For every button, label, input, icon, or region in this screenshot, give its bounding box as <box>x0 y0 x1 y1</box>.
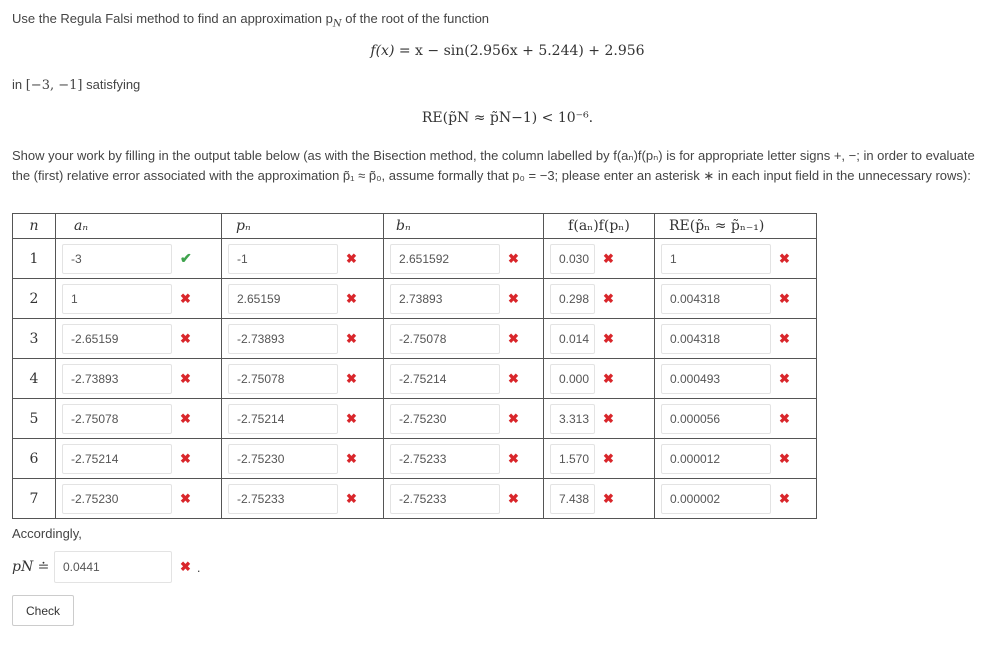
wrong-mark-icon: ✖ <box>180 559 191 574</box>
sign-input[interactable]: 0.030 <box>550 244 595 274</box>
wrong-mark-icon: ✖ <box>603 330 614 346</box>
re-input[interactable]: 0.004318 <box>661 324 771 354</box>
wrong-mark-icon: ✖ <box>180 370 191 386</box>
b-input-wrap <box>384 239 543 278</box>
b-input-wrap <box>384 359 543 398</box>
wrong-mark-icon: ✖ <box>779 250 790 266</box>
sign-input-cell <box>544 319 655 359</box>
sign-input-cell <box>544 399 655 439</box>
wrong-mark-icon: ✖ <box>508 410 519 426</box>
re-input-cell <box>655 239 817 279</box>
re-input-wrap <box>655 399 816 438</box>
p-input-wrap <box>222 279 383 318</box>
wrong-mark-icon: ✖ <box>779 290 790 306</box>
wrong-mark-icon: ✖ <box>603 370 614 386</box>
wrong-mark-icon: ✖ <box>603 290 614 306</box>
sign-input[interactable]: 1.570 <box>550 444 595 474</box>
row-index: 4 <box>13 359 56 399</box>
sign-input-wrap <box>544 239 654 278</box>
instructions-text: Show your work by filling in the output table below (as with the Bisection method, the column labelled by f(aₙ)f(pₙ) is for appropriate letter signs +, −; in order to evaluate the (first) relative error associated with the approximation p̃₁ ≈ p̃₀, assume formally that p₀ = −3; please enter an asterisk ∗ in each input field in the unnecessary rows): <box>12 148 975 183</box>
p-input-cell <box>222 359 384 399</box>
header-re: RE(p̃ₙ ≈ p̃ₙ₋₁) <box>655 214 817 239</box>
wrong-mark-icon: ✖ <box>603 450 614 466</box>
p-input[interactable]: -2.75233 <box>228 484 338 514</box>
p-input[interactable]: -1 <box>228 244 338 274</box>
pn-input[interactable]: 0.0441 <box>54 551 172 583</box>
wrong-mark-icon: ✖ <box>346 450 357 466</box>
b-input-cell <box>384 279 544 319</box>
a-input[interactable]: 1 <box>62 284 172 314</box>
header-p: pₙ <box>222 214 384 239</box>
sign-input-wrap <box>544 399 654 438</box>
sign-input-wrap <box>544 279 654 318</box>
p-input[interactable]: -2.75078 <box>228 364 338 394</box>
a-input-wrap <box>56 239 221 278</box>
wrong-mark-icon: ✖ <box>779 490 790 506</box>
re-input-wrap <box>655 319 816 358</box>
b-input[interactable]: -2.75233 <box>390 444 500 474</box>
wrong-mark-icon: ✖ <box>180 490 191 506</box>
wrong-mark-icon: ✖ <box>603 250 614 266</box>
p-input[interactable]: 2.65159 <box>228 284 338 314</box>
sign-input-wrap <box>544 479 654 518</box>
table-header-row <box>13 214 817 239</box>
a-input[interactable]: -2.75214 <box>62 444 172 474</box>
b-input-wrap <box>384 479 543 518</box>
wrong-mark-icon: ✖ <box>603 410 614 426</box>
sign-input-wrap <box>544 359 654 398</box>
b-input-wrap <box>384 319 543 358</box>
wrong-mark-icon: ✖ <box>346 290 357 306</box>
wrong-mark-icon: ✖ <box>508 290 519 306</box>
check-button[interactable]: Check <box>12 595 74 626</box>
pn-answer-row <box>12 551 201 583</box>
a-input-wrap <box>56 319 221 358</box>
wrong-mark-icon: ✖ <box>346 410 357 426</box>
a-input[interactable]: -2.75078 <box>62 404 172 434</box>
wrong-mark-icon: ✖ <box>346 370 357 386</box>
stopping-criterion: RE(p̃N ≈ p̃N−1) < 10⁻⁶. <box>421 110 594 126</box>
a-input-cell <box>56 359 222 399</box>
p-input-wrap <box>222 399 383 438</box>
wrong-mark-icon: ✖ <box>779 330 790 346</box>
row-index: 5 <box>13 399 56 439</box>
re-input[interactable]: 0.000056 <box>661 404 771 434</box>
correct-mark-icon: ✔ <box>180 250 192 266</box>
header-b: bₙ <box>384 214 544 239</box>
period: . <box>196 559 201 575</box>
problem-intro: Use the Regula Falsi method to find an approximation $p_N$ of the root of the function <box>12 11 490 30</box>
wrong-mark-icon: ✖ <box>180 410 191 426</box>
table-row <box>13 319 817 359</box>
a-input-wrap <box>56 359 221 398</box>
b-input-cell <box>384 439 544 479</box>
header-n: n <box>13 214 56 239</box>
p-input-cell <box>222 399 384 439</box>
re-input-wrap <box>655 359 816 398</box>
table-row <box>13 439 817 479</box>
row-index: 3 <box>13 319 56 359</box>
wrong-mark-icon: ✖ <box>346 330 357 346</box>
b-input[interactable]: -2.75214 <box>390 364 500 394</box>
a-input-cell <box>56 439 222 479</box>
re-input-cell <box>655 279 817 319</box>
wrong-mark-icon: ✖ <box>508 330 519 346</box>
a-input-wrap <box>56 279 221 318</box>
header-sign: f(aₙ)f(pₙ) <box>544 214 655 239</box>
p-input-wrap <box>222 359 383 398</box>
p-input-cell <box>222 439 384 479</box>
row-index: 7 <box>13 479 56 519</box>
a-input-cell <box>56 279 222 319</box>
sign-input[interactable]: 7.438 <box>550 484 595 514</box>
sign-input[interactable]: 0.298 <box>550 284 595 314</box>
re-input[interactable]: 0.004318 <box>661 284 771 314</box>
b-input-cell <box>384 399 544 439</box>
sign-input-wrap <box>544 439 654 478</box>
b-input[interactable]: 2.73893 <box>390 284 500 314</box>
table-row <box>13 399 817 439</box>
wrong-mark-icon: ✖ <box>180 450 191 466</box>
pn-label: pN ≐ <box>12 559 50 575</box>
re-input-wrap <box>655 439 816 478</box>
wrong-mark-icon: ✖ <box>508 250 519 266</box>
a-input-cell <box>56 319 222 359</box>
re-input-cell <box>655 439 817 479</box>
wrong-mark-icon: ✖ <box>603 490 614 506</box>
sign-input-cell <box>544 479 655 519</box>
output-table <box>12 213 817 519</box>
a-input-wrap <box>56 439 221 478</box>
sign-input[interactable]: 3.313 <box>550 404 595 434</box>
sign-input[interactable]: 0.000 <box>550 364 595 394</box>
table-row <box>13 239 817 279</box>
re-input[interactable]: 0.000493 <box>661 364 771 394</box>
table-row <box>13 359 817 399</box>
wrong-mark-icon: ✖ <box>346 490 357 506</box>
wrong-mark-icon: ✖ <box>180 290 191 306</box>
b-input-cell <box>384 239 544 279</box>
re-input[interactable]: 0.000002 <box>661 484 771 514</box>
b-input[interactable]: -2.75078 <box>390 324 500 354</box>
p-input-cell <box>222 479 384 519</box>
b-input-cell <box>384 359 544 399</box>
wrong-mark-icon: ✖ <box>508 370 519 386</box>
wrong-mark-icon: ✖ <box>779 370 790 386</box>
wrong-mark-icon: ✖ <box>508 490 519 506</box>
b-input-cell <box>384 479 544 519</box>
b-input-wrap <box>384 439 543 478</box>
re-input-wrap <box>655 479 816 518</box>
p-input-cell <box>222 319 384 359</box>
re-input-cell <box>655 319 817 359</box>
wrong-mark-icon: ✖ <box>779 410 790 426</box>
b-input[interactable]: -2.75233 <box>390 484 500 514</box>
sign-input[interactable]: 0.014 <box>550 324 595 354</box>
wrong-mark-icon: ✖ <box>180 330 191 346</box>
p-input-wrap <box>222 319 383 358</box>
header-a: aₙ <box>56 214 222 239</box>
re-input-cell <box>655 479 817 519</box>
row-index: 1 <box>13 239 56 279</box>
sign-input-cell <box>544 239 655 279</box>
p-input[interactable]: -2.75214 <box>228 404 338 434</box>
p-input[interactable]: -2.75230 <box>228 444 338 474</box>
re-input[interactable]: 0.000012 <box>661 444 771 474</box>
a-input-wrap <box>56 479 221 518</box>
wrong-mark-icon: ✖ <box>346 250 357 266</box>
accordingly-text: Accordingly, <box>12 526 82 541</box>
a-input[interactable]: -2.75230 <box>62 484 172 514</box>
p-input-wrap <box>222 479 383 518</box>
a-input-cell <box>56 479 222 519</box>
b-input[interactable]: 2.651592 <box>390 244 500 274</box>
b-input-wrap <box>384 399 543 438</box>
sign-input-wrap <box>544 319 654 358</box>
function-formula: f(x) = x − sin(2.956x + 5.244) + 2.956 <box>370 43 645 59</box>
a-input[interactable]: -2.65159 <box>62 324 172 354</box>
p-input-wrap <box>222 439 383 478</box>
re-input-cell <box>655 359 817 399</box>
b-input-wrap <box>384 279 543 318</box>
wrong-mark-icon: ✖ <box>779 450 790 466</box>
p-input-wrap <box>222 239 383 278</box>
re-input[interactable]: 1 <box>661 244 771 274</box>
p-input-cell <box>222 279 384 319</box>
p-input[interactable]: -2.73893 <box>228 324 338 354</box>
re-input-cell <box>655 399 817 439</box>
a-input[interactable]: -3 <box>62 244 172 274</box>
sign-input-cell <box>544 359 655 399</box>
re-input-wrap <box>655 279 816 318</box>
a-input-cell <box>56 239 222 279</box>
sign-input-cell <box>544 279 655 319</box>
re-input-wrap <box>655 239 816 278</box>
b-input[interactable]: -2.75230 <box>390 404 500 434</box>
table-row <box>13 279 817 319</box>
b-input-cell <box>384 319 544 359</box>
a-input[interactable]: -2.73893 <box>62 364 172 394</box>
table-row <box>13 479 817 519</box>
row-index: 2 <box>13 279 56 319</box>
wrong-mark-icon: ✖ <box>508 450 519 466</box>
row-index: 6 <box>13 439 56 479</box>
p-input-cell <box>222 239 384 279</box>
a-input-cell <box>56 399 222 439</box>
sign-input-cell <box>544 439 655 479</box>
a-input-wrap <box>56 399 221 438</box>
interval-text: in [−3, −1] satisfying <box>12 77 141 93</box>
